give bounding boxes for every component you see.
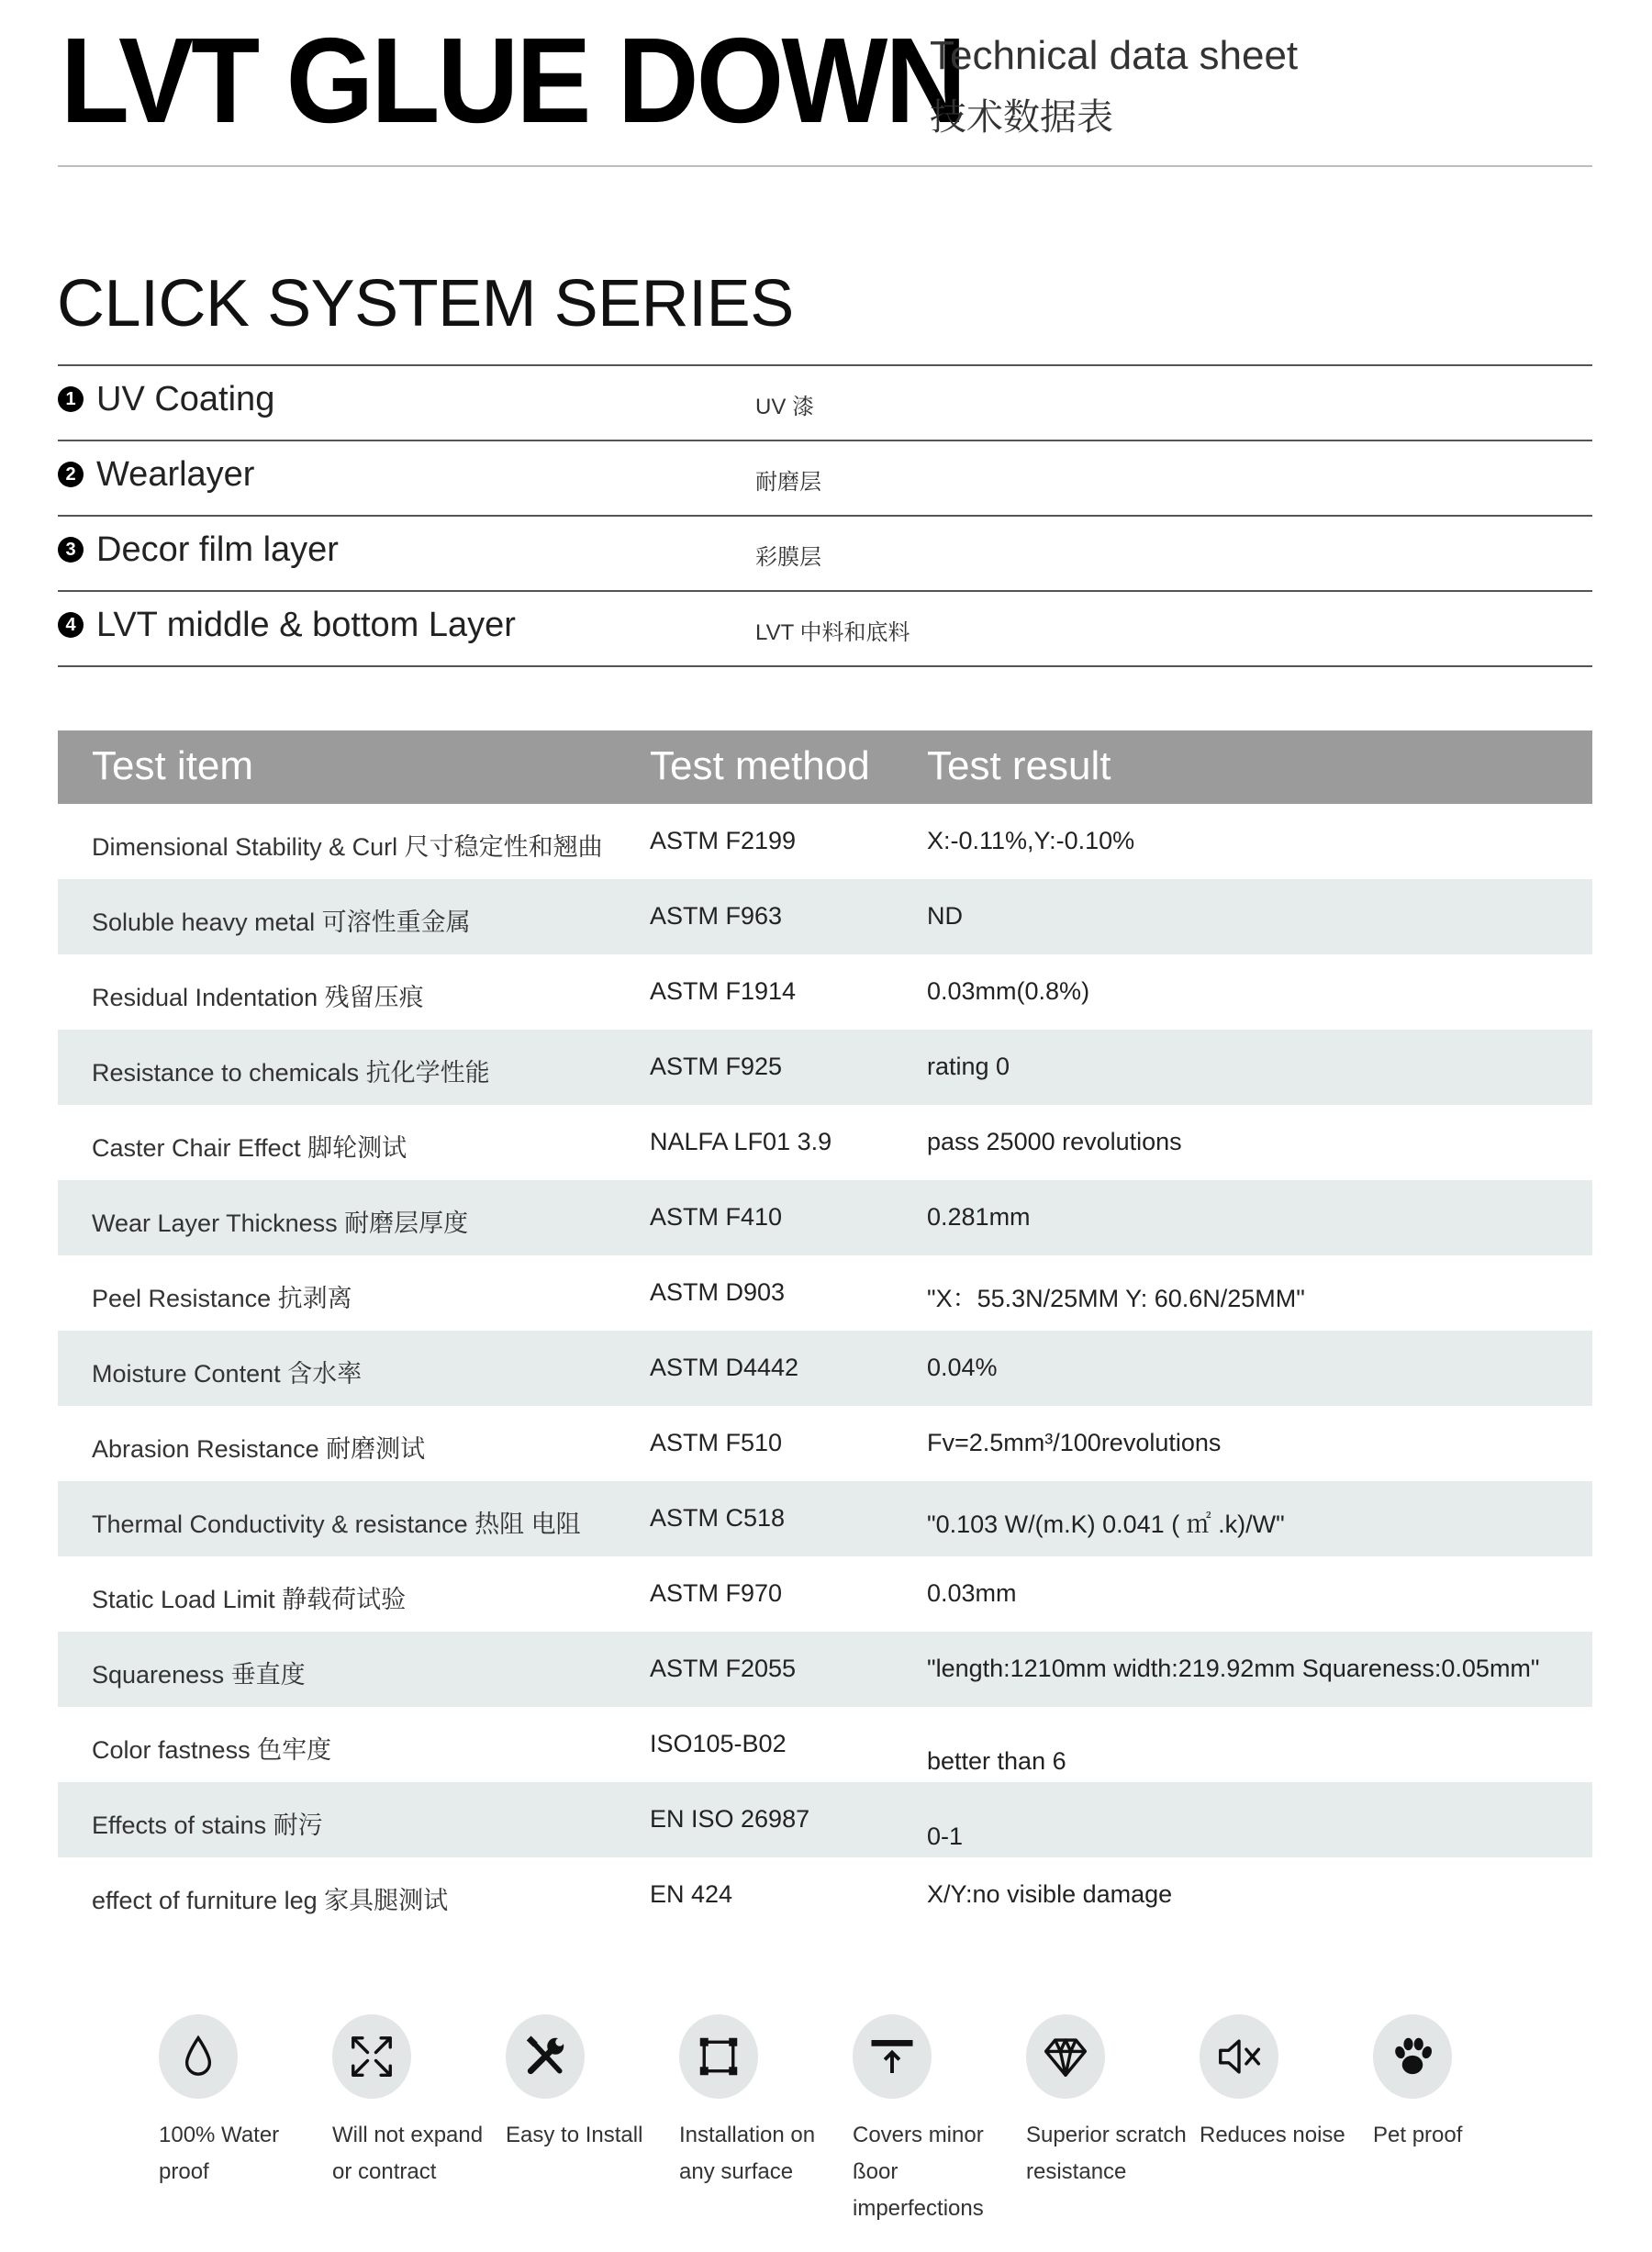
test-result: "0.103 W/(m.K) 0.041 ( ㎡ .k)/W" (927, 1511, 1285, 1538)
test-item: Soluble heavy metal 可溶性重金属 (92, 909, 471, 936)
test-method: ASTM C518 (650, 1504, 786, 1532)
test-item: Resistance to chemicals 抗化学性能 (92, 1059, 490, 1087)
page-title: LVT GLUE DOWN (61, 13, 965, 148)
table-row (58, 1481, 1592, 1556)
water-drop-icon (159, 2014, 238, 2099)
table-row (58, 1105, 1592, 1180)
table-row (58, 954, 1592, 1030)
test-method: ASTM F2199 (650, 827, 797, 854)
layer-list (58, 364, 1592, 667)
test-item: Peel Resistance 抗剥离 (92, 1285, 352, 1312)
test-method: ASTM D903 (650, 1278, 786, 1306)
test-method: ASTM F925 (650, 1053, 783, 1080)
feature-covers-imperfections (853, 2014, 1018, 2227)
feature-easy-install (506, 2014, 671, 2154)
test-result: "X：55.3N/25MM Y: 60.6N/25MM" (927, 1285, 1305, 1312)
feature-label: Will not expand or contract (332, 2123, 484, 2184)
feature-label: Installation on any surface (679, 2123, 816, 2184)
table-row (58, 1556, 1592, 1632)
layer-name-cn: UV 漆 (755, 395, 815, 419)
test-method: ASTM F2055 (650, 1655, 797, 1682)
feature-label: Covers minor ßoor imperfections (853, 2123, 984, 2221)
test-method: ASTM F410 (650, 1203, 783, 1231)
feature-label: 100% Water proof (159, 2123, 280, 2184)
test-result: pass 25000 revolutions (927, 1128, 1182, 1155)
layer-name-en: Decor film layer (96, 530, 339, 569)
test-item: Moisture Content 含水率 (92, 1360, 363, 1388)
feature-label: Superior scratch resistance (1026, 2123, 1187, 2184)
spec-table (58, 730, 1592, 1933)
table-row (58, 804, 1592, 879)
test-result: 0-1 (927, 1823, 964, 1850)
square-surface-icon (679, 2014, 758, 2099)
header-divider (58, 165, 1592, 167)
header-test-method: Test method (650, 743, 870, 788)
test-result: 0.03mm (927, 1579, 1017, 1607)
test-item: Residual Indentation 残留压痕 (92, 984, 424, 1011)
table-row (58, 1857, 1592, 1933)
table-row (58, 1632, 1592, 1707)
feature-waterproof (159, 2014, 324, 2191)
table-row (58, 879, 1592, 954)
test-item: Color fastness 色牢度 (92, 1736, 332, 1764)
table-row (58, 1406, 1592, 1481)
cover-arrow-icon (853, 2014, 932, 2099)
test-method: ASTM F963 (650, 902, 783, 930)
table-row (58, 1331, 1592, 1406)
layer-number-badge: 4 (58, 612, 84, 638)
layer-name-cn: LVT 中料和底料 (755, 620, 910, 645)
layer-name-cn: 彩膜层 (755, 545, 821, 570)
tools-icon (506, 2014, 585, 2099)
table-row (58, 1180, 1592, 1255)
test-method: ASTM F1914 (650, 977, 797, 1005)
test-method: NALFA LF01 3.9 (650, 1128, 832, 1155)
test-item: Effects of stains 耐污 (92, 1812, 323, 1839)
feature-label: Reduces noise (1200, 2123, 1345, 2147)
header-test-result: Test result (927, 743, 1111, 788)
test-result: better than 6 (927, 1747, 1066, 1775)
table-row (58, 1707, 1592, 1782)
test-result: Fv=2.5mm³/100revolutions (927, 1429, 1222, 1456)
layer-row (58, 364, 1592, 440)
test-item: Abrasion Resistance 耐磨测试 (92, 1435, 426, 1463)
test-result: ND (927, 902, 963, 930)
table-row (58, 1782, 1592, 1857)
test-item: Dimensional Stability & Curl 尺寸稳定性和翘曲 (92, 833, 603, 861)
layer-row (58, 515, 1592, 590)
layer-name-en: UV Coating (96, 380, 275, 418)
test-item: Caster Chair Effect 脚轮测试 (92, 1134, 407, 1162)
feature-label: Easy to Install (506, 2123, 643, 2147)
test-item: Static Load Limit 静载荷试验 (92, 1586, 407, 1613)
test-item: effect of furniture leg 家具腿测试 (92, 1887, 449, 1914)
feature-any-surface (679, 2014, 844, 2191)
test-result: 0.03mm(0.8%) (927, 977, 1090, 1005)
test-method: ISO105-B02 (650, 1730, 787, 1757)
test-result: X/Y:no visible damage (927, 1880, 1173, 1908)
series-title: CLICK SYSTEM SERIES (57, 267, 794, 340)
test-method: ASTM F970 (650, 1579, 783, 1607)
table-row (58, 1255, 1592, 1331)
test-result: 0.281mm (927, 1203, 1031, 1231)
mute-speaker-icon (1200, 2014, 1278, 2099)
test-item: Wear Layer Thickness 耐磨层厚度 (92, 1210, 469, 1237)
test-result: 0.04% (927, 1354, 998, 1381)
test-result: rating 0 (927, 1053, 1010, 1080)
test-method: ASTM D4442 (650, 1354, 799, 1381)
diamond-icon (1026, 2014, 1105, 2099)
layer-number-badge: 2 (58, 462, 84, 487)
test-method: EN ISO 26987 (650, 1805, 810, 1833)
table-row (58, 1030, 1592, 1105)
feature-pet-proof (1373, 2014, 1538, 2154)
subtitle-chinese: 技术数据表 (930, 97, 1113, 138)
table-header (58, 730, 1592, 804)
test-result: X:-0.11%,Y:-0.10% (927, 827, 1135, 854)
layer-number-badge: 3 (58, 537, 84, 563)
subtitle-english: Technical data sheet (930, 33, 1299, 78)
layer-name-en: Wearlayer (96, 455, 255, 494)
test-method: EN 424 (650, 1880, 733, 1908)
feature-scratch-resistance (1026, 2014, 1191, 2191)
expand-arrows-icon (332, 2014, 411, 2099)
paw-icon (1373, 2014, 1452, 2099)
layer-row (58, 440, 1592, 515)
test-item: Squareness 垂直度 (92, 1661, 306, 1689)
test-result: "length:1210mm width:219.92mm Squareness:0.05mm" (927, 1655, 1540, 1682)
layer-row (58, 590, 1592, 667)
test-method: ASTM F510 (650, 1429, 783, 1456)
layer-number-badge: 1 (58, 386, 84, 412)
layer-name-cn: 耐磨层 (755, 470, 821, 495)
test-item: Thermal Conductivity & resistance 热阻 电阻 (92, 1511, 581, 1538)
feature-label: Pet proof (1373, 2123, 1463, 2147)
feature-noise-reduction (1200, 2014, 1365, 2154)
layer-name-en: LVT middle & bottom Layer (96, 606, 516, 644)
header-test-item: Test item (92, 743, 254, 788)
feature-stable (332, 2014, 497, 2191)
